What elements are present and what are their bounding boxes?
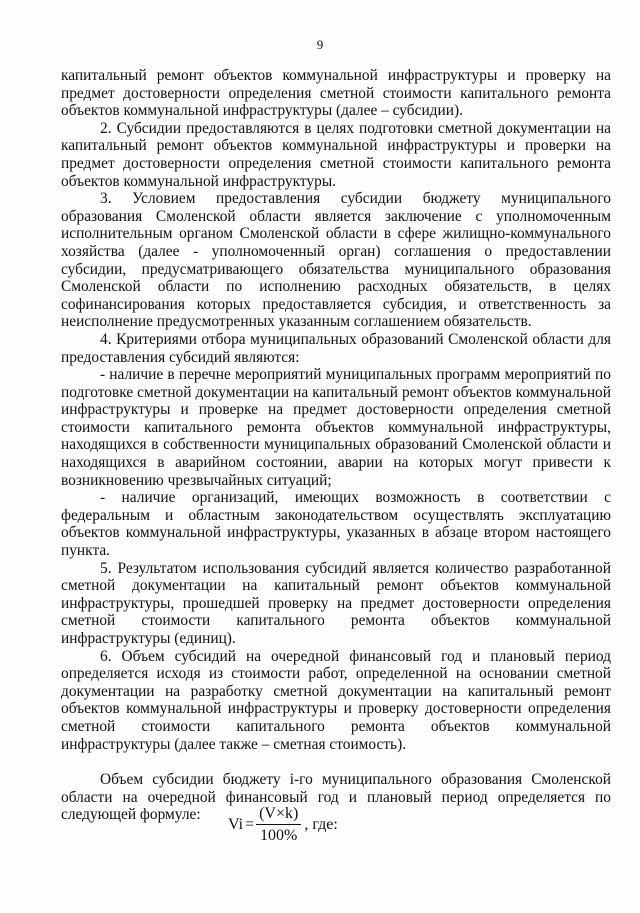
paragraph-formula-intro: Объем субсидии бюджету i-го муниципального образования Смоленской области на очередной финансовый год и плановый период определяется по следующей формуле: [61, 771, 611, 824]
document-body [61, 67, 611, 824]
paragraph-6: 6. Объем субсидий на очередной финансовый год и плановый период определяется исходя из стоимости работ, определенной на основании сметной документации на разработку сметной документации на капитальный ремонт объектов коммунальной инфраструктуры и проверку достоверности определения сметной стоимости капитального ремонта объектов коммунальной инфраструктуры (далее также – сметная стоимость). [61, 647, 611, 753]
paragraph-5: 5. Результатом использования субсидий является количество разработанной сметной документации на капитальный ремонт объектов коммунальной инфраструктуры, прошедшей проверку на предмет достоверности определения сметной стоимости капитального ремонта объектов коммунальной инфраструктуры (единиц). [61, 559, 611, 647]
formula-fraction [256, 805, 301, 844]
paragraph-4: 4. Критериями отбора муниципальных образований Смоленской области для предоставления субсидий являются: [61, 330, 611, 366]
subsidy-formula [228, 805, 338, 844]
page-number: 9 [316, 37, 324, 52]
paragraph-4-item-1: - наличие в перечне мероприятий муниципальных программ мероприятий по подготовке сметной документации на капитальный ремонт объектов коммунальной инфраструктуры и проверке на предмет достоверности определения сметной стоимости капитального ремонта объектов коммунальной инфраструктуры, находящихся в собственности муниципальных образований Смоленской области и находящихся в аварийном состоянии, аварии на которых могут привести к возникновению чрезвычайных ситуаций; [61, 366, 611, 489]
paragraph-3: 3. Условием предоставления субсидии бюджету муниципального образования Смоленской области является заключение с уполномоченным исполнительным органом Смоленской области в сфере жилищно-коммунального хозяйства (далее - уполномоченный орган) соглашения о предоставлении субсидии, предусматривающего обязательства муниципального образования Смоленской области по исполнению расходных обязательств, в целях софинансирования которых предоставляется субсидия, и ответственность за неисполнение предусмотренных указанным соглашением обязательств. [61, 190, 611, 331]
formula-equals: = [245, 815, 255, 833]
paragraph-2: 2. Субсидии предоставляются в целях подготовки сметной документации на капитальный ремонт объектов коммунальной инфраструктуры и проверки на предмет достоверности определения сметной стоимости капитального ремонта объектов коммунальной инфраструктуры. [61, 119, 611, 190]
paragraph-1: капитальный ремонт объектов коммунальной инфраструктуры и проверку на предмет достоверности определения сметной стоимости капитального ремонта объектов коммунальной инфраструктуры (далее – субсидии). [61, 67, 611, 120]
formula-denominator: 100% [260, 826, 298, 844]
paragraph-4-item-2: - наличие организаций, имеющих возможность в соответствии с федеральным и областным законодательством осуществлять эксплуатацию объектов коммунальной инфраструктуры, указанных в абзаце втором настоящего пункта. [61, 489, 611, 560]
formula-numerator: (V×k) [256, 805, 301, 825]
formula-lhs: Vi [228, 815, 244, 833]
formula-tail: , где: [304, 815, 338, 833]
